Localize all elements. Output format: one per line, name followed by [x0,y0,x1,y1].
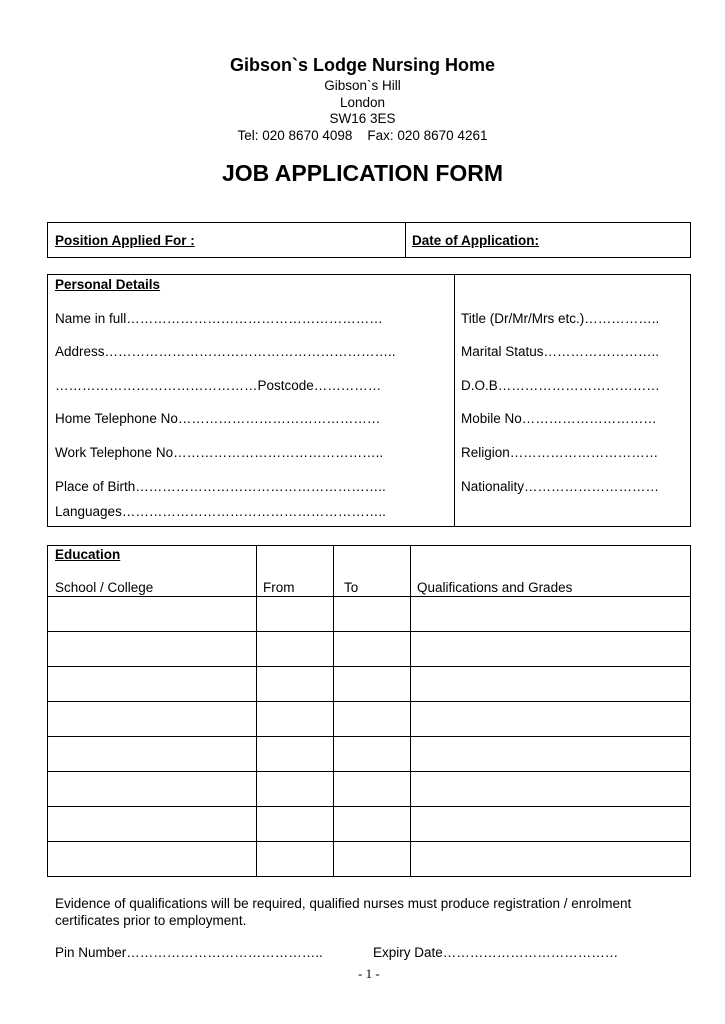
address-line-1: Gibson`s Hill [324,78,401,93]
table-row[interactable] [47,736,691,737]
address-postcode-field[interactable]: ………………………………………Postcode…………… [55,378,382,393]
evidence-note: Evidence of qualifications will be required, qualified nurses must produce registration / enrolment certificates prior to employment. [55,896,632,928]
personal-details-heading: Personal Details [55,277,161,292]
pin-number-field[interactable]: Pin Number…………………………………….. [55,945,323,960]
expiry-date-field[interactable]: Expiry Date………………………………… [373,945,619,960]
table-row[interactable] [47,806,691,807]
personal-details-divider [454,274,455,527]
table-row[interactable] [47,596,691,597]
address-field[interactable]: Address……………………………………………………….. [55,344,396,359]
mobile-field[interactable]: Mobile No………………………… [461,411,657,426]
education-col-divider-3 [410,545,411,877]
title-field[interactable]: Title (Dr/Mr/Mrs etc.)…………….. [461,311,660,326]
position-applied-label: Position Applied For : [55,233,195,248]
table-row[interactable] [47,771,691,772]
education-col-divider-1 [256,545,257,877]
education-col-divider-2 [333,545,334,877]
col-header-to: To [344,580,359,595]
table-row[interactable] [47,666,691,667]
page-number: - 1 - [358,966,380,981]
table-row[interactable] [47,841,691,842]
table-row[interactable] [47,631,691,632]
col-header-qualifications: Qualifications and Grades [417,580,573,595]
org-name: Gibson`s Lodge Nursing Home [229,55,495,75]
address-line-2: London [339,95,386,110]
education-heading: Education [55,547,121,562]
dob-field[interactable]: D.O.B……………………………… [461,378,660,393]
address-postcode: SW16 3ES [329,111,396,126]
marital-status-field[interactable]: Marital Status…………………….. [461,344,660,359]
col-header-from: From [263,580,295,595]
position-divider [405,222,406,258]
form-title: JOB APPLICATION FORM [221,160,504,186]
religion-field[interactable]: Religion…………………………… [461,445,659,460]
name-field[interactable]: Name in full………………………………………………… [55,311,383,326]
work-telephone-field[interactable]: Work Telephone No……………………………………….. [55,445,384,460]
home-telephone-field[interactable]: Home Telephone No……………………………………… [55,411,381,426]
languages-field[interactable]: Languages………………………………………………….. [55,504,386,519]
nationality-field[interactable]: Nationality………………………… [461,479,660,494]
place-of-birth-field[interactable]: Place of Birth……………………………………………….. [55,479,386,494]
table-row[interactable] [47,701,691,702]
contact-line: Tel: 020 8670 4098 Fax: 020 8670 4261 [237,128,488,143]
date-of-application-label: Date of Application: [412,233,539,248]
col-header-school: School / College [55,580,154,595]
